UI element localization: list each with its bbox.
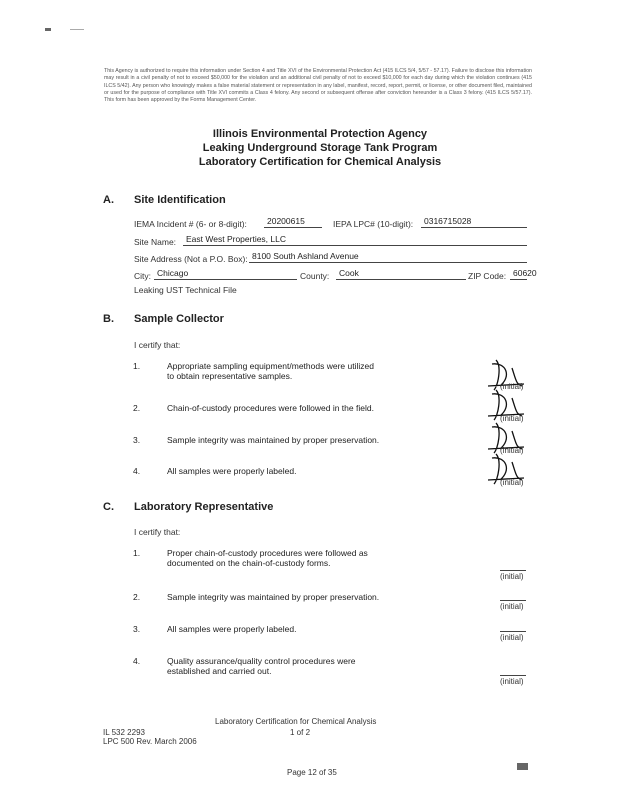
c-item-2-text: Sample integrity was maintained by proper preservation. [167,592,380,602]
scan-stamp [517,763,528,770]
c-item-1-num: 1. [133,548,141,558]
site-address-field[interactable]: 8100 South Ashland Avenue [249,251,527,263]
section-c-letter: C. [103,501,114,513]
scan-mark [45,28,51,31]
iema-field[interactable]: 20200615 [264,216,322,228]
c-initial-3-label: (initial) [500,633,524,642]
c-initial-2-line[interactable] [500,600,526,601]
agency-title: Illinois Environmental Protection Agency [212,128,428,140]
section-c-certify: I certify that: [134,527,181,537]
b-initial-2-label: (initial) [500,414,524,423]
b-item-3-text: Sample integrity was maintained by proper preservation. [167,435,380,445]
footer-form-title: Laboratory Certification for Chemical Analysis [215,717,377,726]
section-a-title: Site Identification [134,194,226,206]
b-item-1-text: Appropriate sampling equipment/methods were utilized to obtain representative samples. [167,361,374,381]
footer-form-rev: LPC 500 Rev. March 2006 [103,737,197,746]
leaking-ust-label: Leaking UST Technical File [134,285,237,295]
b-item-1-num: 1. [133,361,141,371]
section-b-title: Sample Collector [134,313,224,325]
city-label: City: [134,271,151,281]
b-initial-3-label: (initial) [500,446,524,455]
section-b-letter: B. [103,313,114,325]
section-b-certify: I certify that: [134,340,181,350]
form-title: Laboratory Certification for Chemical Analysis [198,156,442,168]
c-item-3-num: 3. [133,624,141,634]
c-item-1-text: Proper chain-of-custody procedures were followed as documented on the chain-of-custody forms. [167,548,368,568]
page-number: Page 12 of 35 [287,768,337,777]
b-item-2-num: 2. [133,403,141,413]
site-name-field[interactable]: East West Properties, LLC [183,234,527,246]
zip-field[interactable]: 60620 [510,268,527,280]
scan-mark-line [70,29,84,30]
b-item-2-text: Chain-of-custody procedures were followed in the field. [167,403,374,413]
c-item-4-text: Quality assurance/quality control procedures were established and carried out. [167,656,356,676]
iepa-field[interactable]: 0316715028 [421,216,527,228]
c-initial-3-line[interactable] [500,631,526,632]
b-initial-1-label: (initial) [500,382,524,391]
footer-form-id: IL 532 2293 [103,728,145,737]
b-item-3-num: 3. [133,435,141,445]
county-field[interactable]: Cook [336,268,466,280]
c-initial-1-label: (initial) [500,572,524,581]
b-item-4-text: All samples were properly labeled. [167,466,297,476]
c-initial-4-line[interactable] [500,675,526,676]
iepa-label: IEPA LPC# (10-digit): [333,219,414,229]
footer-page-count: 1 of 2 [290,728,311,737]
county-label: County: [300,271,330,281]
program-title: Leaking Underground Storage Tank Program [202,142,438,154]
site-address-label: Site Address (Not a P.O. Box): [134,254,248,264]
c-item-3-text: All samples were properly labeled. [167,624,297,634]
b-item-4-num: 4. [133,466,141,476]
section-a-letter: A. [103,194,114,206]
c-item-4-num: 4. [133,656,141,666]
legal-notice: This Agency is authorized to require this information under Section 4 and Title XVI of the Environmental Protection Act (415 ILCS 5/4, 5/57 - 57.17). Failure to disclose this information may result in a civil penalty of not to exceed $50,000 for the violation and an additional civil penalty of not to exceed $10,000 for each day during which the violation continues (415 ILCS 5/42). Any person who knowingly makes a false material statement or representation in any label, manifest, record, report, permit, or license, or other document filed, maintained or used for the purpose of compliance with Title XVI commits a Class 4 felony. Any second or subsequent offense after conviction hereunder is a Class 3 felony. (415 ILCS 5/57.17). This form has been approved by the Forms Management Center. [104,68,532,104]
iema-label: IEMA Incident # (6- or 8-digit): [134,219,247,229]
section-c-title: Laboratory Representative [134,501,274,513]
zip-label: ZIP Code: [468,271,507,281]
city-field[interactable]: Chicago [154,268,297,280]
b-initial-4-label: (initial) [500,478,524,487]
c-initial-4-label: (initial) [500,677,524,686]
c-initial-1-line[interactable] [500,570,526,571]
site-name-label: Site Name: [134,237,177,247]
c-initial-2-label: (initial) [500,602,524,611]
c-item-2-num: 2. [133,592,141,602]
